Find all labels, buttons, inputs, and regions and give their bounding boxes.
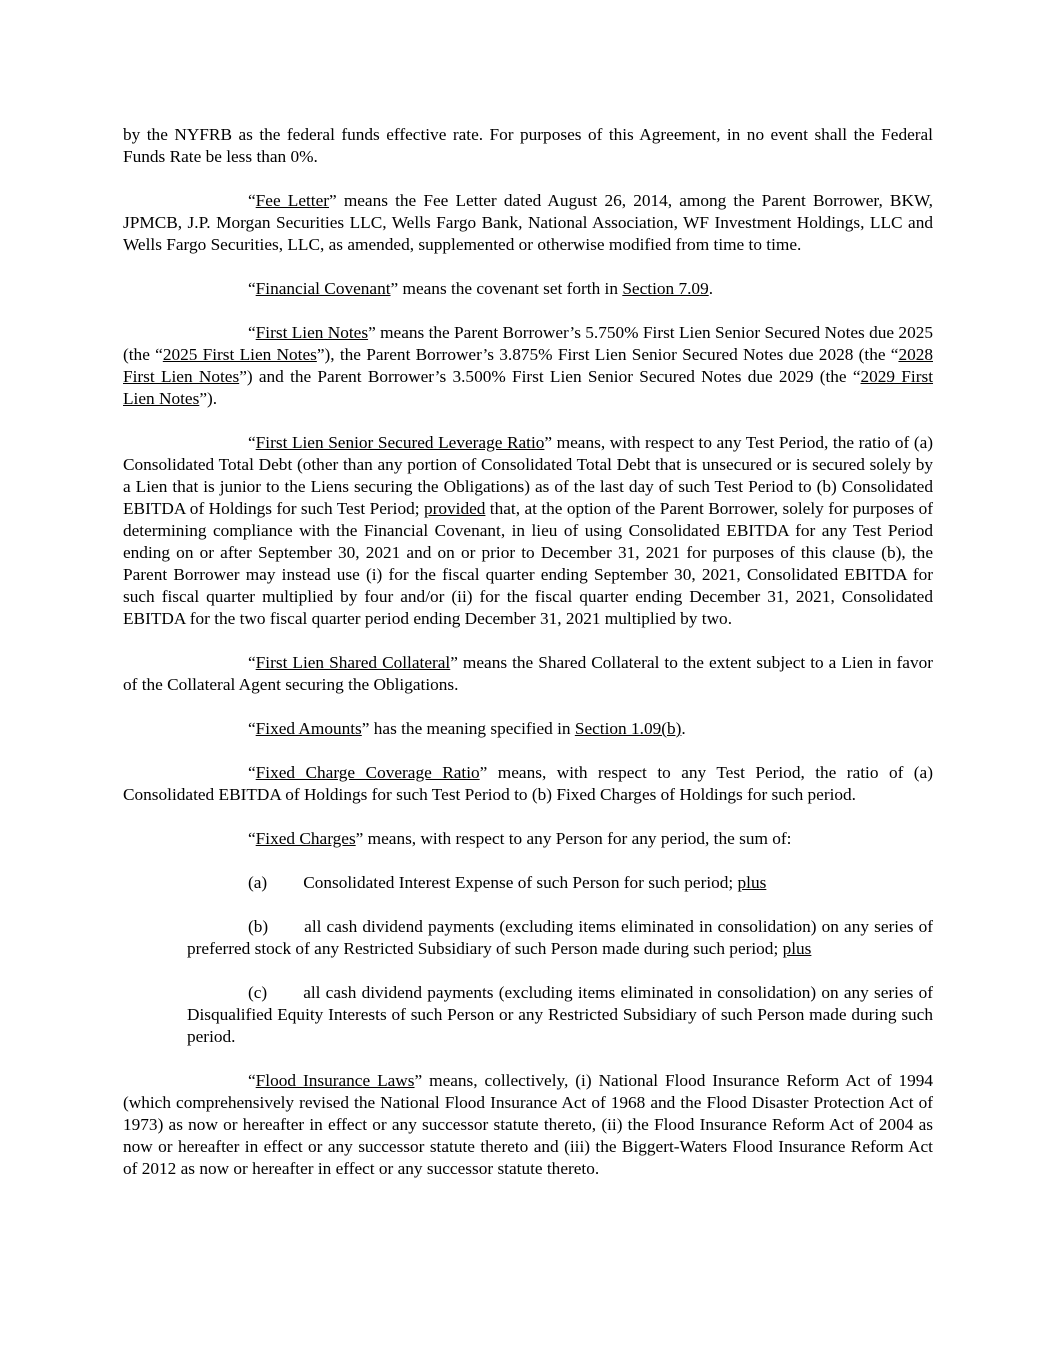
text-run: “	[248, 191, 256, 210]
text-run: “	[248, 323, 256, 342]
text-run: ” means, collectively, (i) National Flood Insurance Reform Act of 1994 (which comprehensively revised the National Flood Insurance Act of 1968 and the Flood Disaster Protection Act of 1973) as now or hereafter in effect or any successor statute thereto, (ii) the Flood Insurance Reform Act of 2004 as now or hereafter in effect or any successor statute thereto and (iii) the Biggert-Waters Flood Insurance Reform Act of 2012 as now or hereafter in effect or any successor statute thereto.	[123, 1071, 934, 1178]
list-marker: (c)	[248, 983, 268, 1002]
defined-term: 2029 First Lien Notes	[123, 367, 934, 408]
list-item	[187, 872, 933, 894]
paragraph	[123, 278, 933, 300]
text-run: “	[248, 763, 256, 782]
defined-term: Financial Covenant	[255, 279, 391, 298]
text-run: ” means the covenant set forth in	[390, 279, 623, 298]
text-run: ” means the Shared Collateral to the extent subject to a Lien in favor of the Collateral Agent securing the Obligations.	[123, 653, 933, 694]
text-run: “	[248, 433, 256, 452]
defined-term: plus	[782, 939, 812, 958]
text-run: all cash dividend payments (excluding items eliminated in consolidation) on any series of Disqualified Equity Interests of such Person or any Restricted Subsidiary of such Person made during such period.	[187, 983, 933, 1046]
defined-term: Fixed Charges	[255, 829, 356, 848]
list-item	[187, 916, 933, 960]
text-run: that, at the option of the Parent Borrower, solely for purposes of determining compliance with the Financial Covenant, in lieu of using Consolidated EBITDA for any Test Period ending on or after September 30, 2021 and on or prior to December 31, 2021 for purposes of this clause (b), the Parent Borrower may instead use (i) for the fiscal quarter ending September 30, 2021, Consolidated EBITDA for such fiscal quarter multiplied by four and/or (ii) for the fiscal quarter ending December 31, 2021, Consolidated EBITDA for the two fiscal quarter period ending December 31, 2021 multiplied by two.	[123, 499, 933, 628]
defined-term: First Lien Notes	[255, 323, 369, 342]
defined-term: plus	[737, 873, 767, 892]
defined-term: Fixed Charge Coverage Ratio	[255, 763, 480, 782]
defined-term: Section 7.09	[622, 279, 709, 298]
list-marker: (a)	[248, 873, 268, 892]
list-marker: (b)	[248, 917, 269, 936]
paragraph	[123, 190, 933, 256]
text-run: “	[248, 719, 256, 738]
text-run: ” means the Parent Borrower’s 5.750% First Lien Senior Secured Notes due 2025 (the “	[123, 323, 933, 364]
paragraph	[123, 432, 933, 630]
text-run: ” has the meaning specified in	[361, 719, 575, 738]
defined-term: First Lien Shared Collateral	[255, 653, 451, 672]
text-run: .	[708, 279, 714, 298]
defined-term: Flood Insurance Laws	[255, 1071, 415, 1090]
paragraph	[123, 828, 933, 850]
text-run: Consolidated Interest Expense of such Person for such period;	[303, 873, 738, 892]
paragraph	[123, 1070, 933, 1180]
text-run: by the NYFRB as the federal funds effective rate. For purposes of this Agreement, in no event shall the Federal Funds Rate be less than 0%.	[123, 125, 933, 166]
defined-term: Fixed Amounts	[255, 719, 362, 738]
defined-term: 2025 First Lien Notes	[162, 345, 317, 364]
text-run: ” means, with respect to any Test Period, the ratio of (a) Consolidated EBITDA of Holdings for such Test Period to (b) Fixed Charges of Holdings for such period.	[123, 763, 933, 804]
text-run: ” means, with respect to any Person for any period, the sum of:	[355, 829, 792, 848]
text-run: ”).	[199, 389, 218, 408]
paragraph	[123, 322, 933, 410]
text-run: ” means, with respect to any Test Period, the ratio of (a) Consolidated Total Debt (other than any portion of Consolidated Total Debt that is unsecured or is secured solely by a Lien that is junior to the Liens securing the Obligations) as of the last day of such Test Period to (b) Consolidated EBITDA of Holdings for such Test Period;	[123, 433, 933, 518]
text-run: .	[681, 719, 686, 738]
paragraph	[123, 124, 933, 168]
text-run: “	[248, 829, 256, 848]
defined-term: First Lien Senior Secured Leverage Ratio	[255, 433, 545, 452]
defined-term: Section 1.09(b)	[574, 719, 682, 738]
text-run: “	[248, 653, 256, 672]
text-run: “	[248, 279, 256, 298]
list-item	[187, 982, 933, 1048]
text-run: ” means the Fee Letter dated August 26, 2014, among the Parent Borrower, BKW, JPMCB, J.P. Morgan Securities LLC, Wells Fargo Bank, National Association, WF Investment Holdings, LLC and Wells Fargo Securities, LLC, as amended, supplemented or otherwise modified from time to time.	[123, 191, 933, 254]
text-run: ”) and the Parent Borrower’s 3.500% First Lien Senior Secured Notes due 2029 (the “	[239, 367, 861, 386]
document-body	[123, 124, 933, 1180]
paragraph	[123, 762, 933, 806]
defined-term: 2028 First Lien Notes	[123, 345, 933, 386]
defined-term: provided	[423, 499, 486, 518]
paragraph	[123, 652, 933, 696]
defined-term: Fee Letter	[255, 191, 330, 210]
text-run: ”), the Parent Borrower’s 3.875% First Lien Senior Secured Notes due 2028 (the “	[316, 345, 899, 364]
text-run: “	[248, 1071, 256, 1090]
text-run: all cash dividend payments (excluding items eliminated in consolidation) on any series of preferred stock of any Restricted Subsidiary of such Person made during such period;	[187, 917, 933, 958]
paragraph	[123, 718, 933, 740]
